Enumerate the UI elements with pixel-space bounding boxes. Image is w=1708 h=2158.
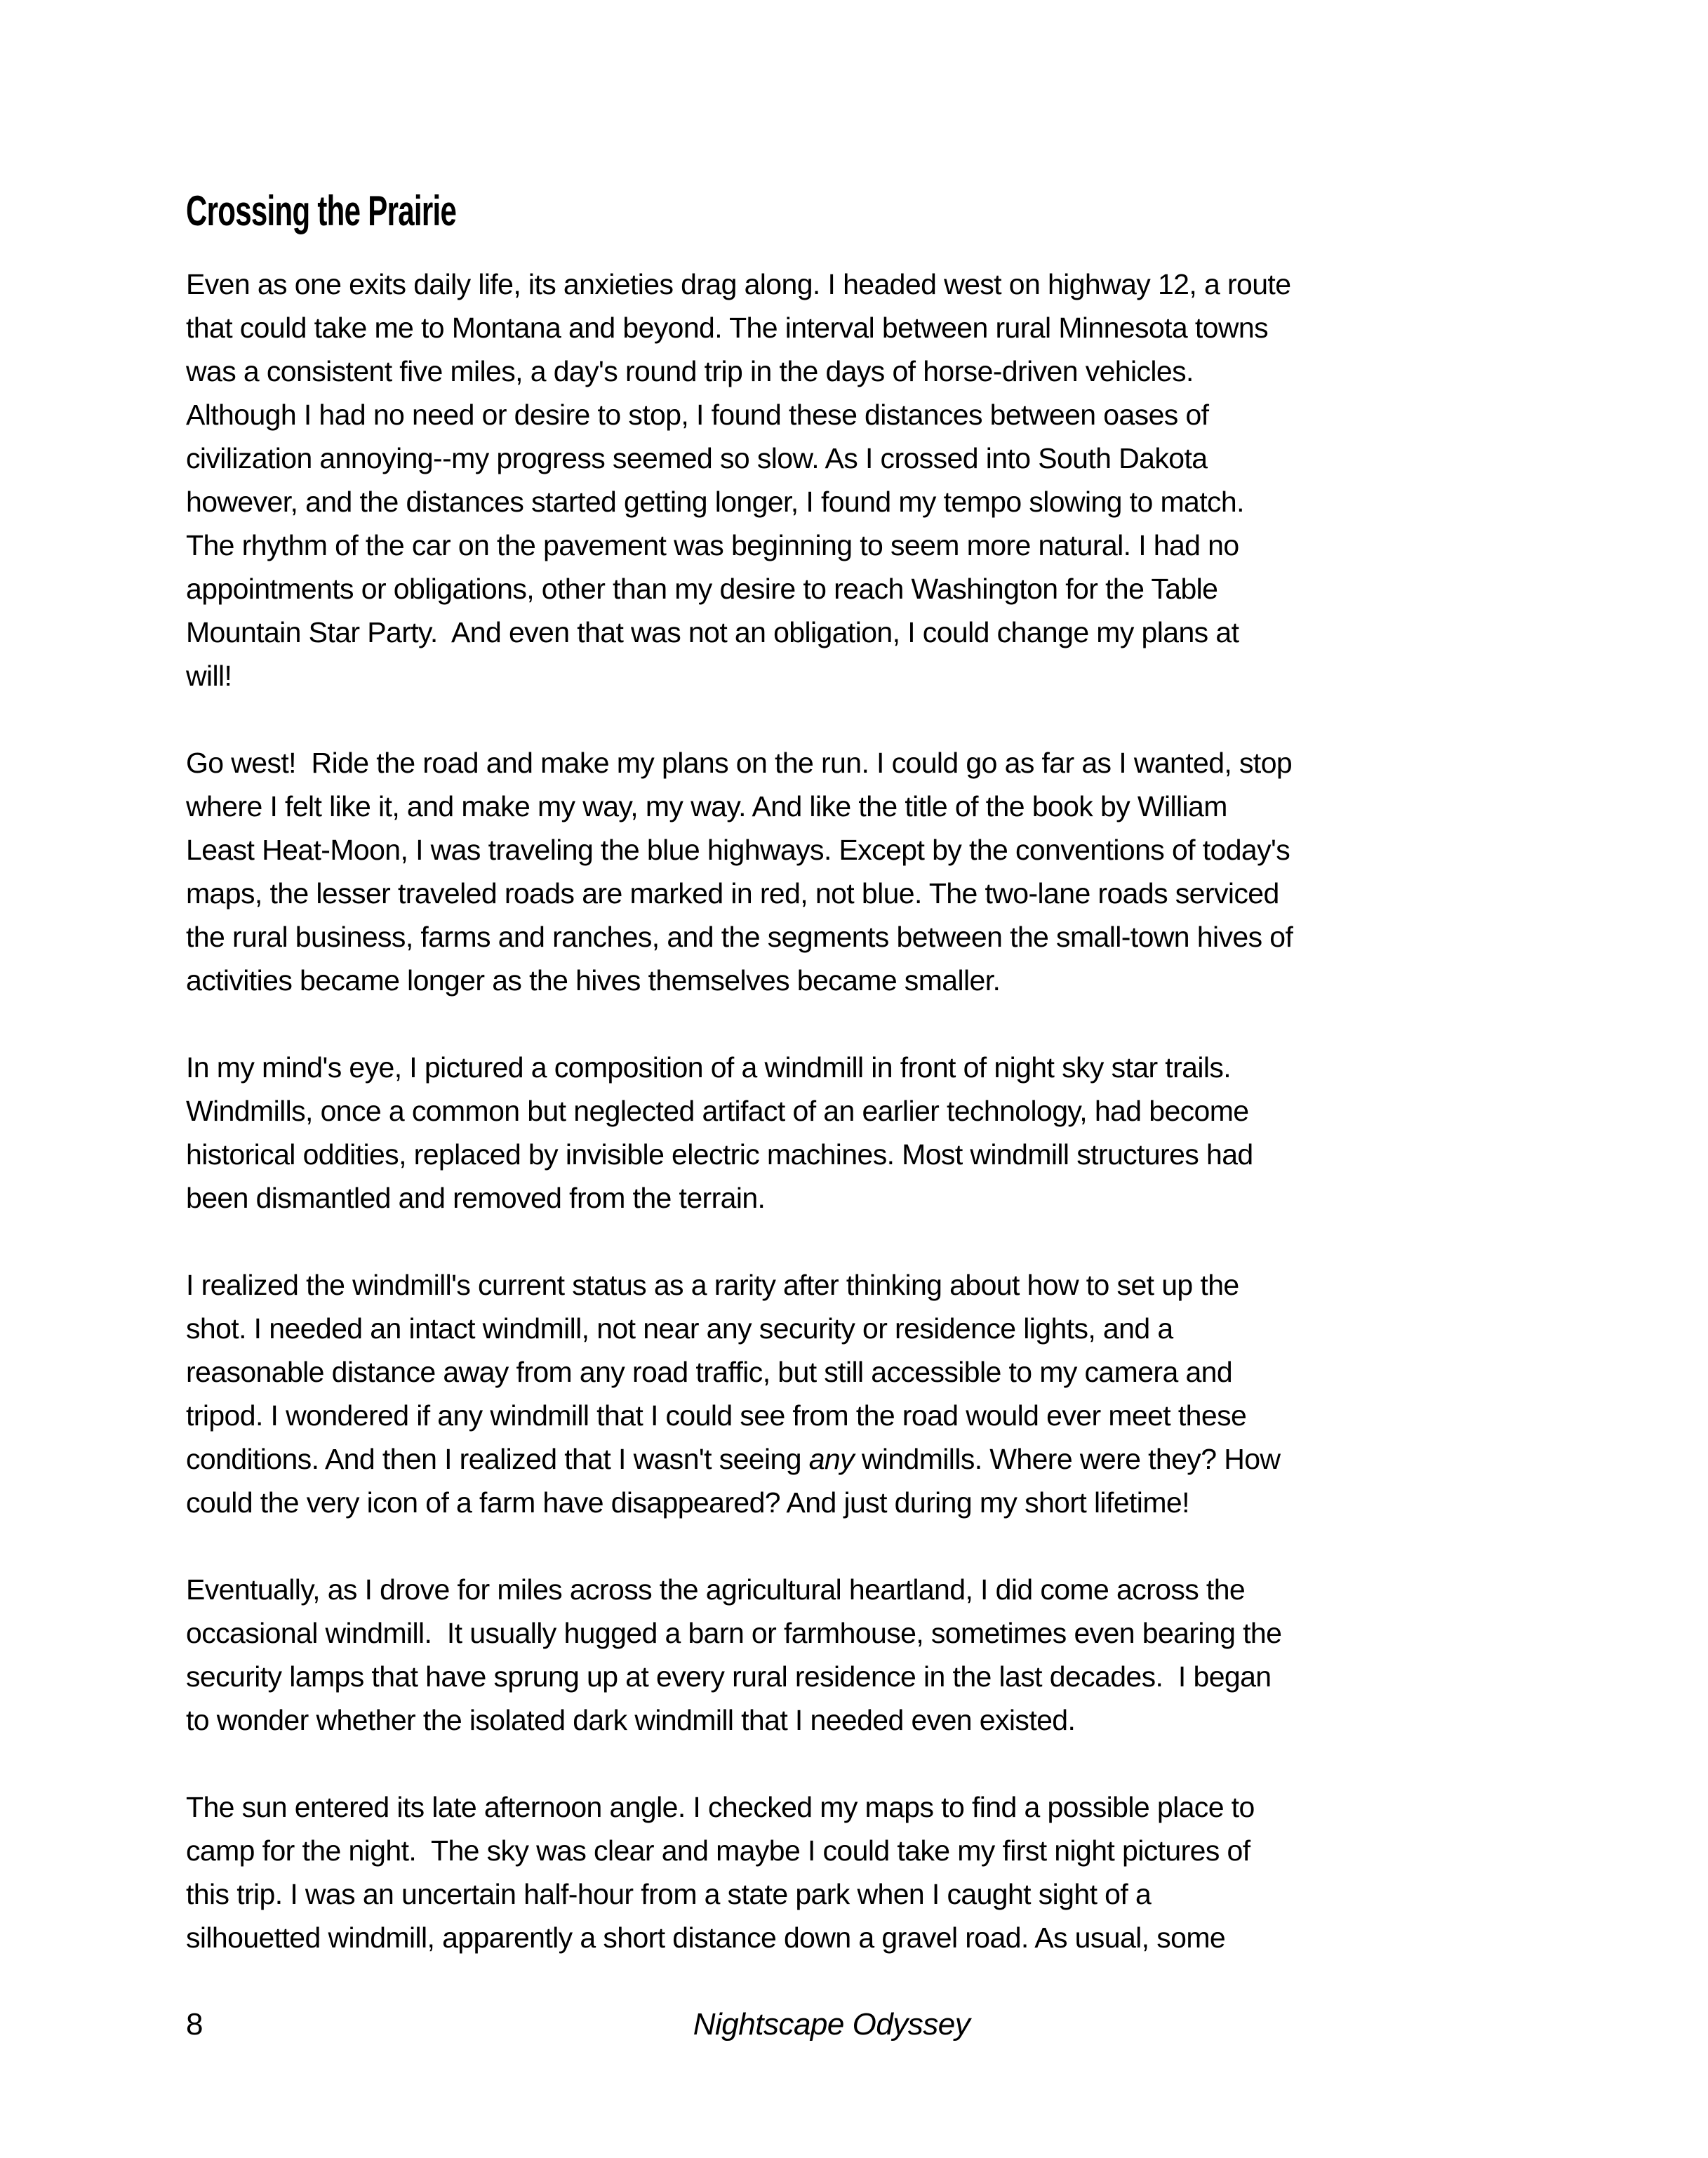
text-line: where I felt like it, and make my way, my way. And like the title of the book by William xyxy=(186,790,1227,822)
chapter-heading: Crossing the Prairie xyxy=(186,187,457,234)
text-line: Although I had no need or desire to stop, I found these distances between oases of xyxy=(186,399,1209,431)
text-line: reasonable distance away from any road traffic, but still accessible to my camera and xyxy=(186,1356,1233,1388)
text-line: I realized the windmill's current status as a rarity after thinking about how to set up the xyxy=(186,1269,1239,1301)
text-line: occasional windmill. It usually hugged a barn or farmhouse, sometimes even bearing the xyxy=(186,1617,1282,1649)
text-segment: conditions. And then I realized that I wasn't seeing xyxy=(186,1443,809,1475)
text-line: been dismantled and removed from the terrain. xyxy=(186,1182,766,1214)
text-line: The sun entered its late afternoon angle. I checked my maps to find a possible place to xyxy=(186,1791,1255,1823)
text-line: will! xyxy=(186,660,232,692)
text-line: tripod. I wondered if any windmill that I could see from the road would ever meet these xyxy=(186,1399,1247,1432)
text-line: could the very icon of a farm have disappeared? And just during my short lifetime! xyxy=(186,1486,1189,1519)
footer xyxy=(186,2003,1477,2046)
text-segment: windmills. Where were they? How xyxy=(854,1443,1281,1475)
text-line: this trip. I was an uncertain half-hour from a state park when I caught sight of a xyxy=(186,1878,1152,1910)
text-line: Windmills, once a common but neglected artifact of an earlier technology, had become xyxy=(186,1095,1249,1127)
text-line: Even as one exits daily life, its anxieties drag along. I headed west on highway 12, a route xyxy=(186,268,1291,300)
paragraph xyxy=(186,262,1477,698)
text-line: Least Heat-Moon, I was traveling the blue highways. Except by the conventions of today's xyxy=(186,834,1290,866)
text-line: historical oddities, replaced by invisible electric machines. Most windmill structures had xyxy=(186,1138,1253,1171)
body-text xyxy=(186,262,1477,1959)
text-line: Go west! Ride the road and make my plans on the run. I could go as far as I wanted, stop xyxy=(186,747,1293,779)
text-line: to wonder whether the isolated dark windmill that I needed even existed. xyxy=(186,1704,1076,1736)
text-line: activities became longer as the hives themselves became smaller. xyxy=(186,964,1001,997)
text-line: Eventually, as I drove for miles across the agricultural heartland, I did come across the xyxy=(186,1573,1246,1606)
paragraph xyxy=(186,741,1477,1002)
paragraph xyxy=(186,1263,1477,1524)
page-number: 8 xyxy=(186,2007,203,2042)
text-line: appointments or obligations, other than my desire to reach Washington for the Table xyxy=(186,573,1218,605)
text-line: however, and the distances started getting longer, I found my tempo slowing to match. xyxy=(186,486,1244,518)
text-line: camp for the night. The sky was clear and maybe I could take my first night pictures of xyxy=(186,1834,1250,1867)
text-line xyxy=(186,1437,1477,1481)
text-line: shot. I needed an intact windmill, not near any security or residence lights, and a xyxy=(186,1312,1173,1345)
text-line: security lamps that have sprung up at every rural residence in the last decades. I began xyxy=(186,1660,1272,1693)
text-line: maps, the lesser traveled roads are marked in red, not blue. The two-lane roads serviced xyxy=(186,877,1279,910)
text-line: silhouetted windmill, apparently a short distance down a gravel road. As usual, some xyxy=(186,1921,1226,1954)
text-line: was a consistent five miles, a day's round trip in the days of horse-driven vehicles. xyxy=(186,355,1194,387)
paragraph xyxy=(186,1046,1477,1220)
text-line: In my mind's eye, I pictured a composition of a windmill in front of night sky star trails. xyxy=(186,1051,1232,1084)
text-line: The rhythm of the car on the pavement was beginning to seem more natural. I had no xyxy=(186,529,1239,561)
text-line: that could take me to Montana and beyond. The interval between rural Minnesota towns xyxy=(186,312,1268,344)
text-line: the rural business, farms and ranches, and the segments between the small-town hives of xyxy=(186,921,1293,953)
paragraph xyxy=(186,1785,1477,1959)
text-line: Mountain Star Party. And even that was not an obligation, I could change my plans at xyxy=(186,616,1239,648)
paragraph xyxy=(186,1568,1477,1742)
text-line: civilization annoying--my progress seemed so slow. As I crossed into South Dakota xyxy=(186,442,1208,474)
italic-word: any xyxy=(808,1443,855,1475)
book-title: Nightscape Odyssey xyxy=(693,2007,970,2042)
